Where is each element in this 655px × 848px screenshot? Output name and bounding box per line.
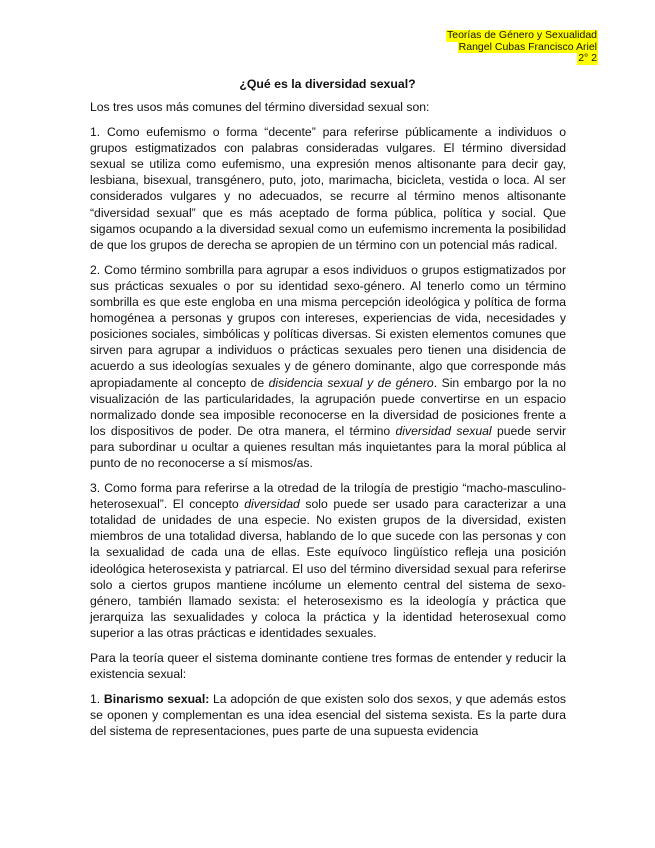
paragraph-3-emphasis-1: diversidad [244,497,300,512]
paragraph-2-text-b: . Sin embargo por la no visualización de las particularidades, la agrupación puede convertirse en un espacio normalizado donde sea imposible reconocerse en la diversidad de posiciones frente a los dispositivos de poder. De otra manera, el término [90,375,566,438]
paragraph-2-text-c: puede servir para subordinar u ocultar a quienes resultan más inquietantes para la moral pública al punto de no reconocerse a sí mismos/as. [90,423,567,470]
paragraph-3 [90,480,566,641]
header-group: 2° 2 [578,52,597,64]
document-header [446,30,598,65]
paragraph-2-emphasis-1: disidencia sexual y de género [268,375,434,390]
document-title: ¿Qué es la diversidad sexual? [239,77,416,91]
intro-paragraph: Los tres usos más comunes del término diversidad sexual son: [90,100,430,114]
paragraph-5-number: 1. [90,692,104,707]
paragraph-5-text: La adopción de que existen solo dos sexos, y que además estos se oponen y complementan es una idea esencial del sistema sexista. Es la parte dura del sistema de representaciones, pues parte de una supuesta evidencia [90,692,566,739]
header-author: Rangel Cubas Francisco Ariel [458,40,597,53]
document-body [90,99,566,748]
paragraph-4: Para la teoría queer el sistema dominante contiene tres formas de entender y reducir la existencia sexual: [90,651,566,682]
paragraph-5-heading: Binarismo sexual: [103,692,210,707]
header-course: Teorías de Género y Sexualidad [446,29,597,41]
paragraph-2 [90,262,566,471]
paragraph-1: 1. Como eufemismo o forma “decente” para referirse públicamente a individuos o grupos estigmatizados con palabras consideradas vulgares. El término diversidad sexual se utiliza como eufemismo, una expresión menos altisonante para decir gay, lesbiana, bisexual, transgénero, puto, joto, marimacha, bicicleta, vestida o loca. Al ser considerados vulgares y no adecuados, se recurre al término menos altisonante “diversidad sexual” que es más aceptado de forma pública, política y social. Que sigamos ocupando a la diversidad sexual como un eufemismo incrementa la posibilidad de que los grupos de derecha se apropien de un término con un potencial más radical. [90,125,566,252]
paragraph-5 [90,691,566,739]
paragraph-2-text-a: 2. Como término sombrilla para agrupar a esos individuos o grupos estigmatizados por sus prácticas sexuales o por su identidad sexo-género. Al tenerlo como un término sombrilla es que este engloba en una misma percepción ideológica y política de forma homogénea a personas y grupos con intereses, experiencias de vida, necesidades y posiciones sociales, simbólicas y políticas diversas. Si existen elementos comunes que sirven para agrupar a individuos o prácticas sexuales pero tienen una disidencia de acuerdo a sus ideologías sexuales y de género dominante, algo que corresponde más apropiadamente al concepto de [90,262,566,390]
paragraph-3-text-a: 3. Como forma para referirse a la otredad de la trilogía de prestigio “macho-masculino-heterosexual”. El concepto [90,481,566,512]
paragraph-3-text-b: solo puede ser usado para caracterizar a una totalidad de unidades de una especie. No existen grupos de la diversidad, existen miembros de una totalidad diversa, hablando de lo que sucede con las personas y con la sexualidad de cada una de ellas. Este equívoco lingüístico refleja una posición ideológica heterosexista y patriarcal. El uso del término diversidad sexual para referirse solo a ciertos grupos mantiene incólume un elemento central del sistema de sexo-género, también llamado sexista: el heterosexismo es la ideología y práctica que jerarquiza las sexualidades y coloca la práctica y la identidad heterosexual como superior a las otras prácticas e identidades sexuales. [90,497,566,640]
paragraph-2-emphasis-2: diversidad sexual [395,423,492,438]
